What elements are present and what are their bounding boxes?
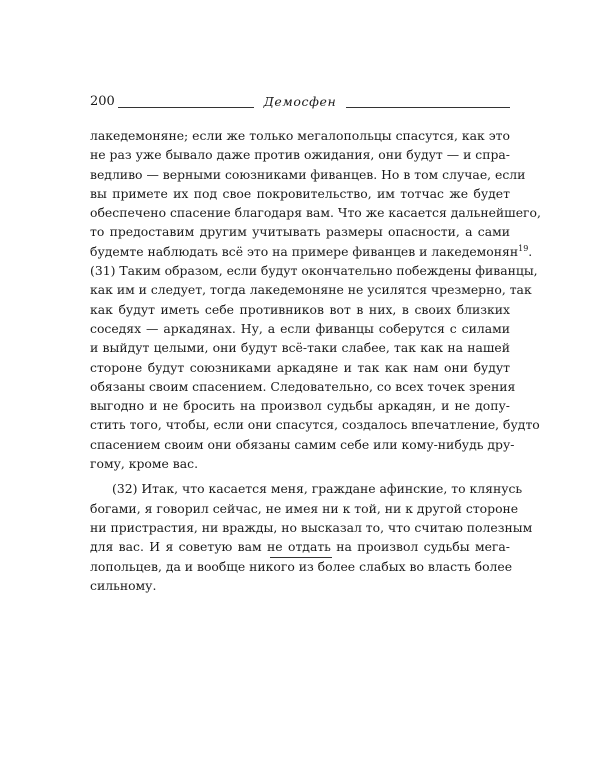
text-line: не раз уже бывало даже против ожидания, они будут — и спра- (90, 147, 510, 163)
text-line-content: будемте наблюдать всё это на примере фиванцев и лакедемонян (90, 243, 519, 259)
text-line: стороне будут союзниками аркадяне и так как нам они будут (90, 359, 510, 375)
text-line: то предоставим другим учитывать размеры опасности, а сами (90, 224, 510, 240)
text-line: и выйдут целыми, они будут всё-таки слабее, так как на нашей (90, 340, 510, 356)
text-line: лопольцев, да и вообще никого из более слабых во власть более (90, 558, 513, 574)
section-end-rule (270, 557, 332, 558)
running-title: Демосфен (263, 94, 337, 109)
footnote-reference: 19 (518, 243, 529, 253)
sentence-end: . (528, 243, 533, 259)
text-line: лакедемоняне; если же только мегалопольцы спасутся, как это (90, 128, 510, 143)
text-line: гому, кроме вас. (90, 456, 199, 472)
text-line (90, 242, 533, 261)
text-line: (32) Итак, что касается меня, граждане афинские, то клянусь (112, 481, 523, 497)
header-rule-right (346, 107, 510, 108)
text-body (90, 126, 541, 595)
text-line: как им и следует, тогда лакедемоняне не усилятся чрезмерно, так (90, 282, 532, 298)
text-line: (31) Таким образом, если будут окончательно побеждены фиванцы, (90, 263, 538, 279)
text-line: обязаны своим спасением. Следовательно, со всех точек зрения (90, 378, 516, 394)
text-line: ни пристрастия, ни вражды, но высказал то, что считаю полезным (90, 519, 533, 535)
page-header (90, 94, 510, 112)
text-line: вы примете их под свое покровительство, им тотчас же будет (90, 185, 510, 201)
page-number: 200 (90, 94, 115, 109)
text-line: выгодно и не бросить на произвол судьбы аркадян, и не допу- (90, 398, 510, 414)
text-line: богами, я говорил сейчас, не имея ни к той, ни к другой стороне (90, 500, 519, 516)
text-line: для вас. И я советую вам не отдать на произвол судьбы мега- (90, 539, 510, 555)
text-line: спасением своим они обязаны самим себе или кому-нибудь дру- (90, 436, 515, 452)
text-line: как будут иметь себе противников вот в них, в своих близких (90, 301, 510, 317)
text-line: обеспечено спасение благодаря вам. Что же касается дальнейшего, (90, 205, 541, 221)
text-line: стить того, чтобы, если они спасутся, создалось впечатление, будто (90, 417, 540, 433)
text-line: соседях — аркадянах. Ну, а если фиванцы соберутся с силами (90, 320, 510, 336)
text-line: сильному. (90, 577, 157, 593)
text-line: ведливо — верными союзниками фиванцев. Но в том случае, если (90, 166, 526, 182)
